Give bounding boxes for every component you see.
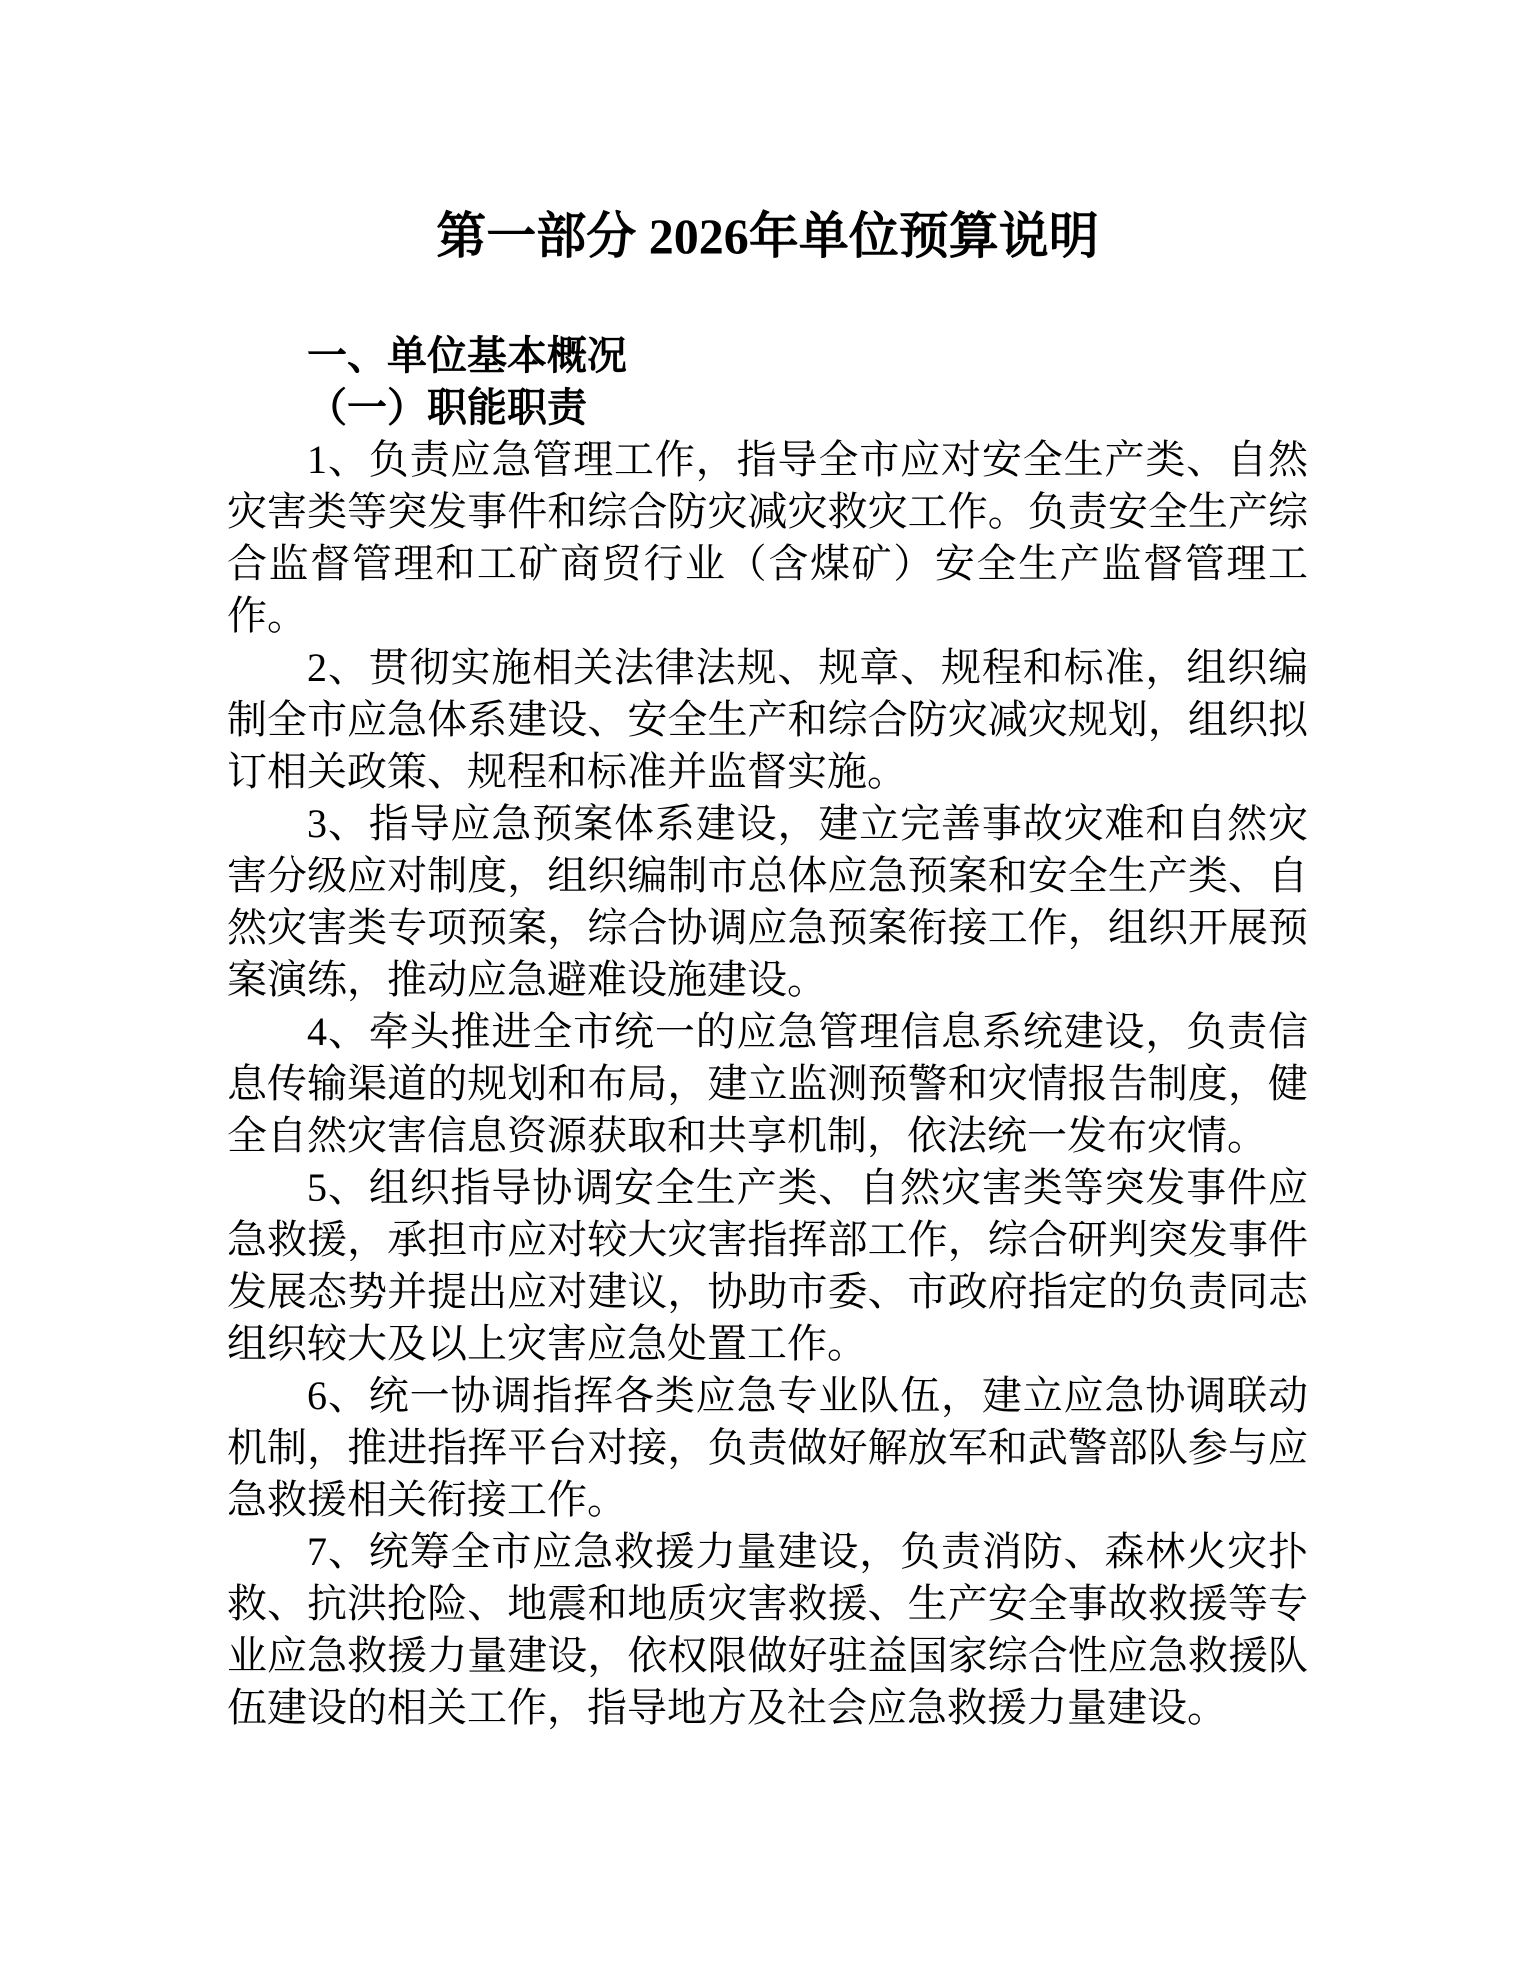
body-paragraph-7: 7、统筹全市应急救援力量建设，负责消防、森林火灾扑救、抗洪抢险、地震和地质灾害救援、生产安全事故救援等专业应急救援力量建设，依权限做好驻益国家综合性应急救援队伍建设的相关工作，指导地方及社会应急救援力量建设。 [227, 1529, 1308, 1730]
section-heading: 一、单位基本概况 [307, 333, 627, 378]
body-paragraph-1: 1、负责应急管理工作，指导全市应对安全生产类、自然灾害类等突发事件和综合防灾减灾救灾工作。负责安全生产综合监督管理和工矿商贸行业（含煤矿）安全生产监督管理工作。 [227, 437, 1308, 638]
subsection-heading: （一）职能职责 [307, 385, 587, 430]
body-paragraph-4: 4、牵头推进全市统一的应急管理信息系统建设，负责信息传输渠道的规划和布局，建立监测预警和灾情报告制度，健全自然灾害信息资源获取和共享机制，依法统一发布灾情。 [227, 1009, 1308, 1158]
body-paragraph-5: 5、组织指导协调安全生产类、自然灾害类等突发事件应急救援，承担市应对较大灾害指挥部工作，综合研判突发事件发展态势并提出应对建议，协助市委、市政府指定的负责同志组织较大及以上灾害应急处置工作。 [227, 1165, 1308, 1366]
body-paragraph-6: 6、统一协调指挥各类应急专业队伍，建立应急协调联动机制，推进指挥平台对接，负责做好解放军和武警部队参与应急救援相关衔接工作。 [227, 1373, 1308, 1522]
document-title: 第一部分 2026年单位预算说明 [436, 208, 1099, 264]
paragraph-list [227, 434, 1308, 1734]
document-page [227, 0, 1308, 1734]
body-paragraph-2: 2、贯彻实施相关法律法规、规章、规程和标准，组织编制全市应急体系建设、安全生产和综合防灾减灾规划，组织拟订相关政策、规程和标准并监督实施。 [227, 645, 1308, 794]
body-paragraph-3: 3、指导应急预案体系建设，建立完善事故灾难和自然灾害分级应对制度，组织编制市总体应急预案和安全生产类、自然灾害类专项预案，综合协调应急预案衔接工作，组织开展预案演练，推动应急避难设施建设。 [227, 801, 1308, 1002]
